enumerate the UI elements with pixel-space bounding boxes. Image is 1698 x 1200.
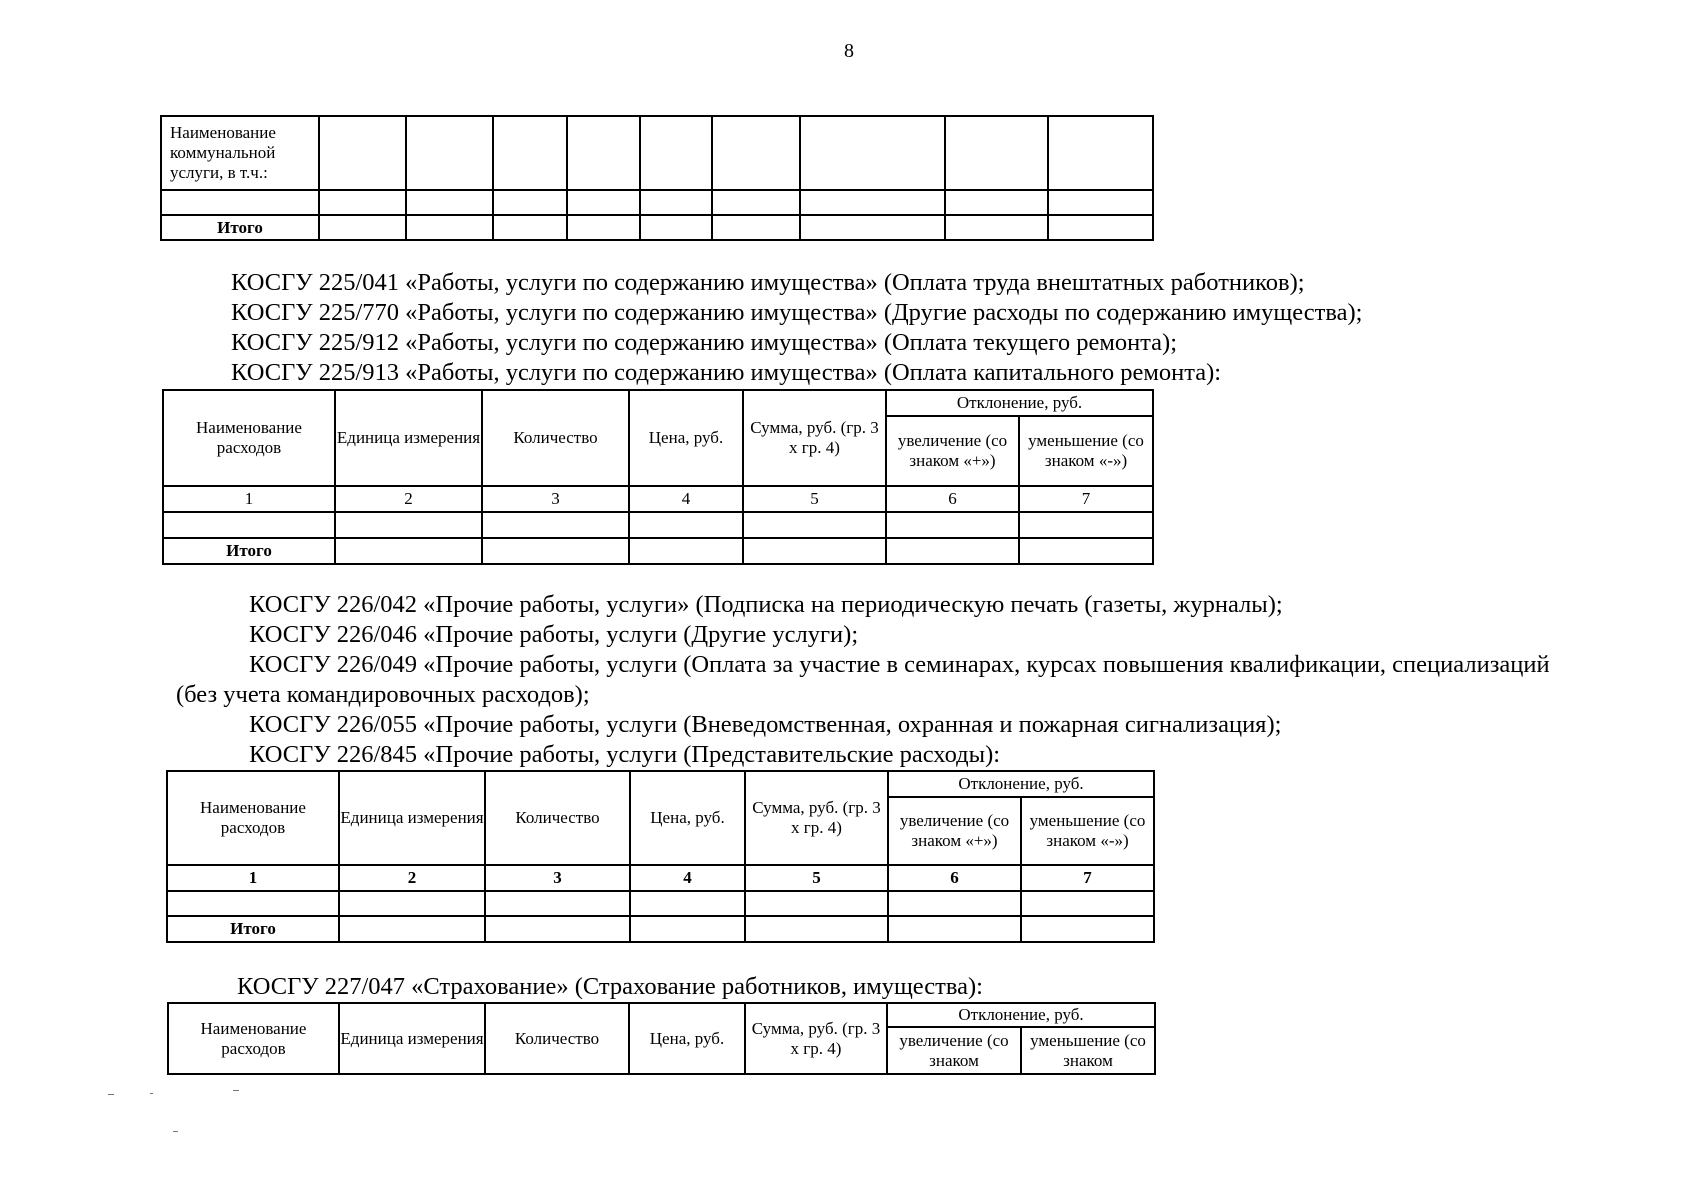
expense-table-3 bbox=[167, 1002, 1156, 1075]
header-increase: увеличение (со знаком «+») bbox=[886, 416, 1019, 486]
header-deviation: Отклонение, руб. bbox=[888, 771, 1154, 797]
scan-speck bbox=[108, 1094, 114, 1095]
header-quantity: Количество bbox=[485, 771, 630, 865]
header-increase: увеличение (со знаком bbox=[887, 1027, 1021, 1074]
section-2-text bbox=[176, 590, 1550, 770]
header-sum: Сумма, руб. (гр. 3 х гр. 4) bbox=[745, 1003, 887, 1074]
total-label: Итого bbox=[163, 538, 335, 564]
header-decrease: уменьшение (со знаком «-») bbox=[1019, 416, 1153, 486]
column-number-row: 1 2 3 4 5 6 7 bbox=[163, 486, 1153, 512]
table-row bbox=[167, 891, 1154, 916]
paragraph-line: КОСГУ 226/042 «Прочие работы, услуги» (Подписка на периодическую печать (газеты, журналы); bbox=[249, 591, 1283, 618]
paragraph-line: КОСГУ 225/041 «Работы, услуги по содержанию имущества» (Оплата труда внештатных работников); bbox=[231, 269, 1305, 296]
paragraph-line: КОСГУ 226/049 «Прочие работы, услуги (Оплата за участие в семинарах, курсах повышения квалификации, специализаций bbox=[249, 651, 1550, 678]
expense-table-2 bbox=[166, 770, 1155, 943]
total-label: Итого bbox=[161, 215, 319, 240]
paragraph-line: КОСГУ 226/055 «Прочие работы, услуги (Вневедомственная, охранная и пожарная сигнализация); bbox=[249, 711, 1282, 738]
header-quantity: Количество bbox=[485, 1003, 629, 1074]
paragraph-line: КОСГУ 227/047 «Страхование» (Страхование работников, имущества): bbox=[237, 973, 983, 1000]
page-number: 8 bbox=[844, 40, 854, 62]
table-row bbox=[161, 190, 1153, 215]
header-quantity: Количество bbox=[482, 390, 629, 486]
paragraph-line: КОСГУ 225/770 «Работы, услуги по содержанию имущества» (Другие расходы по содержанию имущества); bbox=[231, 299, 1363, 326]
scan-speck bbox=[173, 1131, 178, 1132]
header-decrease: уменьшение (со знаком «-») bbox=[1021, 797, 1154, 865]
header-price: Цена, руб. bbox=[629, 1003, 745, 1074]
header-sum: Сумма, руб. (гр. 3 х гр. 4) bbox=[743, 390, 886, 486]
header-price: Цена, руб. bbox=[630, 771, 745, 865]
header-unit: Единица измерения bbox=[339, 1003, 485, 1074]
column-number-row: 1 2 3 4 5 6 7 bbox=[167, 865, 1154, 891]
total-row bbox=[167, 916, 1154, 942]
scan-speck bbox=[150, 1093, 153, 1094]
header-name: Наименование расходов bbox=[163, 390, 335, 486]
header-name: Наименование расходов bbox=[167, 771, 339, 865]
header-deviation: Отклонение, руб. bbox=[886, 390, 1153, 416]
paragraph-line: (без учета командировочных расходов); bbox=[176, 681, 590, 708]
utilities-table bbox=[160, 115, 1154, 241]
header-unit: Единица измерения bbox=[335, 390, 482, 486]
header-increase: увеличение (со знаком «+») bbox=[888, 797, 1021, 865]
expense-table-1 bbox=[162, 389, 1154, 565]
section-1-text bbox=[231, 268, 1362, 388]
table-row bbox=[161, 116, 1153, 190]
section-3-text bbox=[237, 972, 983, 1002]
paragraph-line: КОСГУ 225/913 «Работы, услуги по содержанию имущества» (Оплата капитального ремонта): bbox=[231, 359, 1222, 386]
total-row bbox=[161, 215, 1153, 240]
table-row bbox=[163, 512, 1153, 538]
total-label: Итого bbox=[167, 916, 339, 942]
total-row bbox=[163, 538, 1153, 564]
paragraph-line: КОСГУ 225/912 «Работы, услуги по содержанию имущества» (Оплата текущего ремонта); bbox=[231, 329, 1178, 356]
paragraph-line: КОСГУ 226/046 «Прочие работы, услуги (Другие услуги); bbox=[249, 621, 859, 648]
header-deviation: Отклонение, руб. bbox=[887, 1003, 1155, 1027]
header-unit: Единица измерения bbox=[339, 771, 485, 865]
header-price: Цена, руб. bbox=[629, 390, 743, 486]
header-name: Наименование расходов bbox=[168, 1003, 339, 1074]
scan-speck bbox=[233, 1090, 239, 1091]
header-decrease: уменьшение (со знаком bbox=[1021, 1027, 1155, 1074]
header-sum: Сумма, руб. (гр. 3 х гр. 4) bbox=[745, 771, 888, 865]
utility-name-label: Наименование коммунальной услуги, в т.ч.: bbox=[161, 116, 319, 190]
paragraph-line: КОСГУ 226/845 «Прочие работы, услуги (Представительские расходы): bbox=[249, 741, 1001, 768]
